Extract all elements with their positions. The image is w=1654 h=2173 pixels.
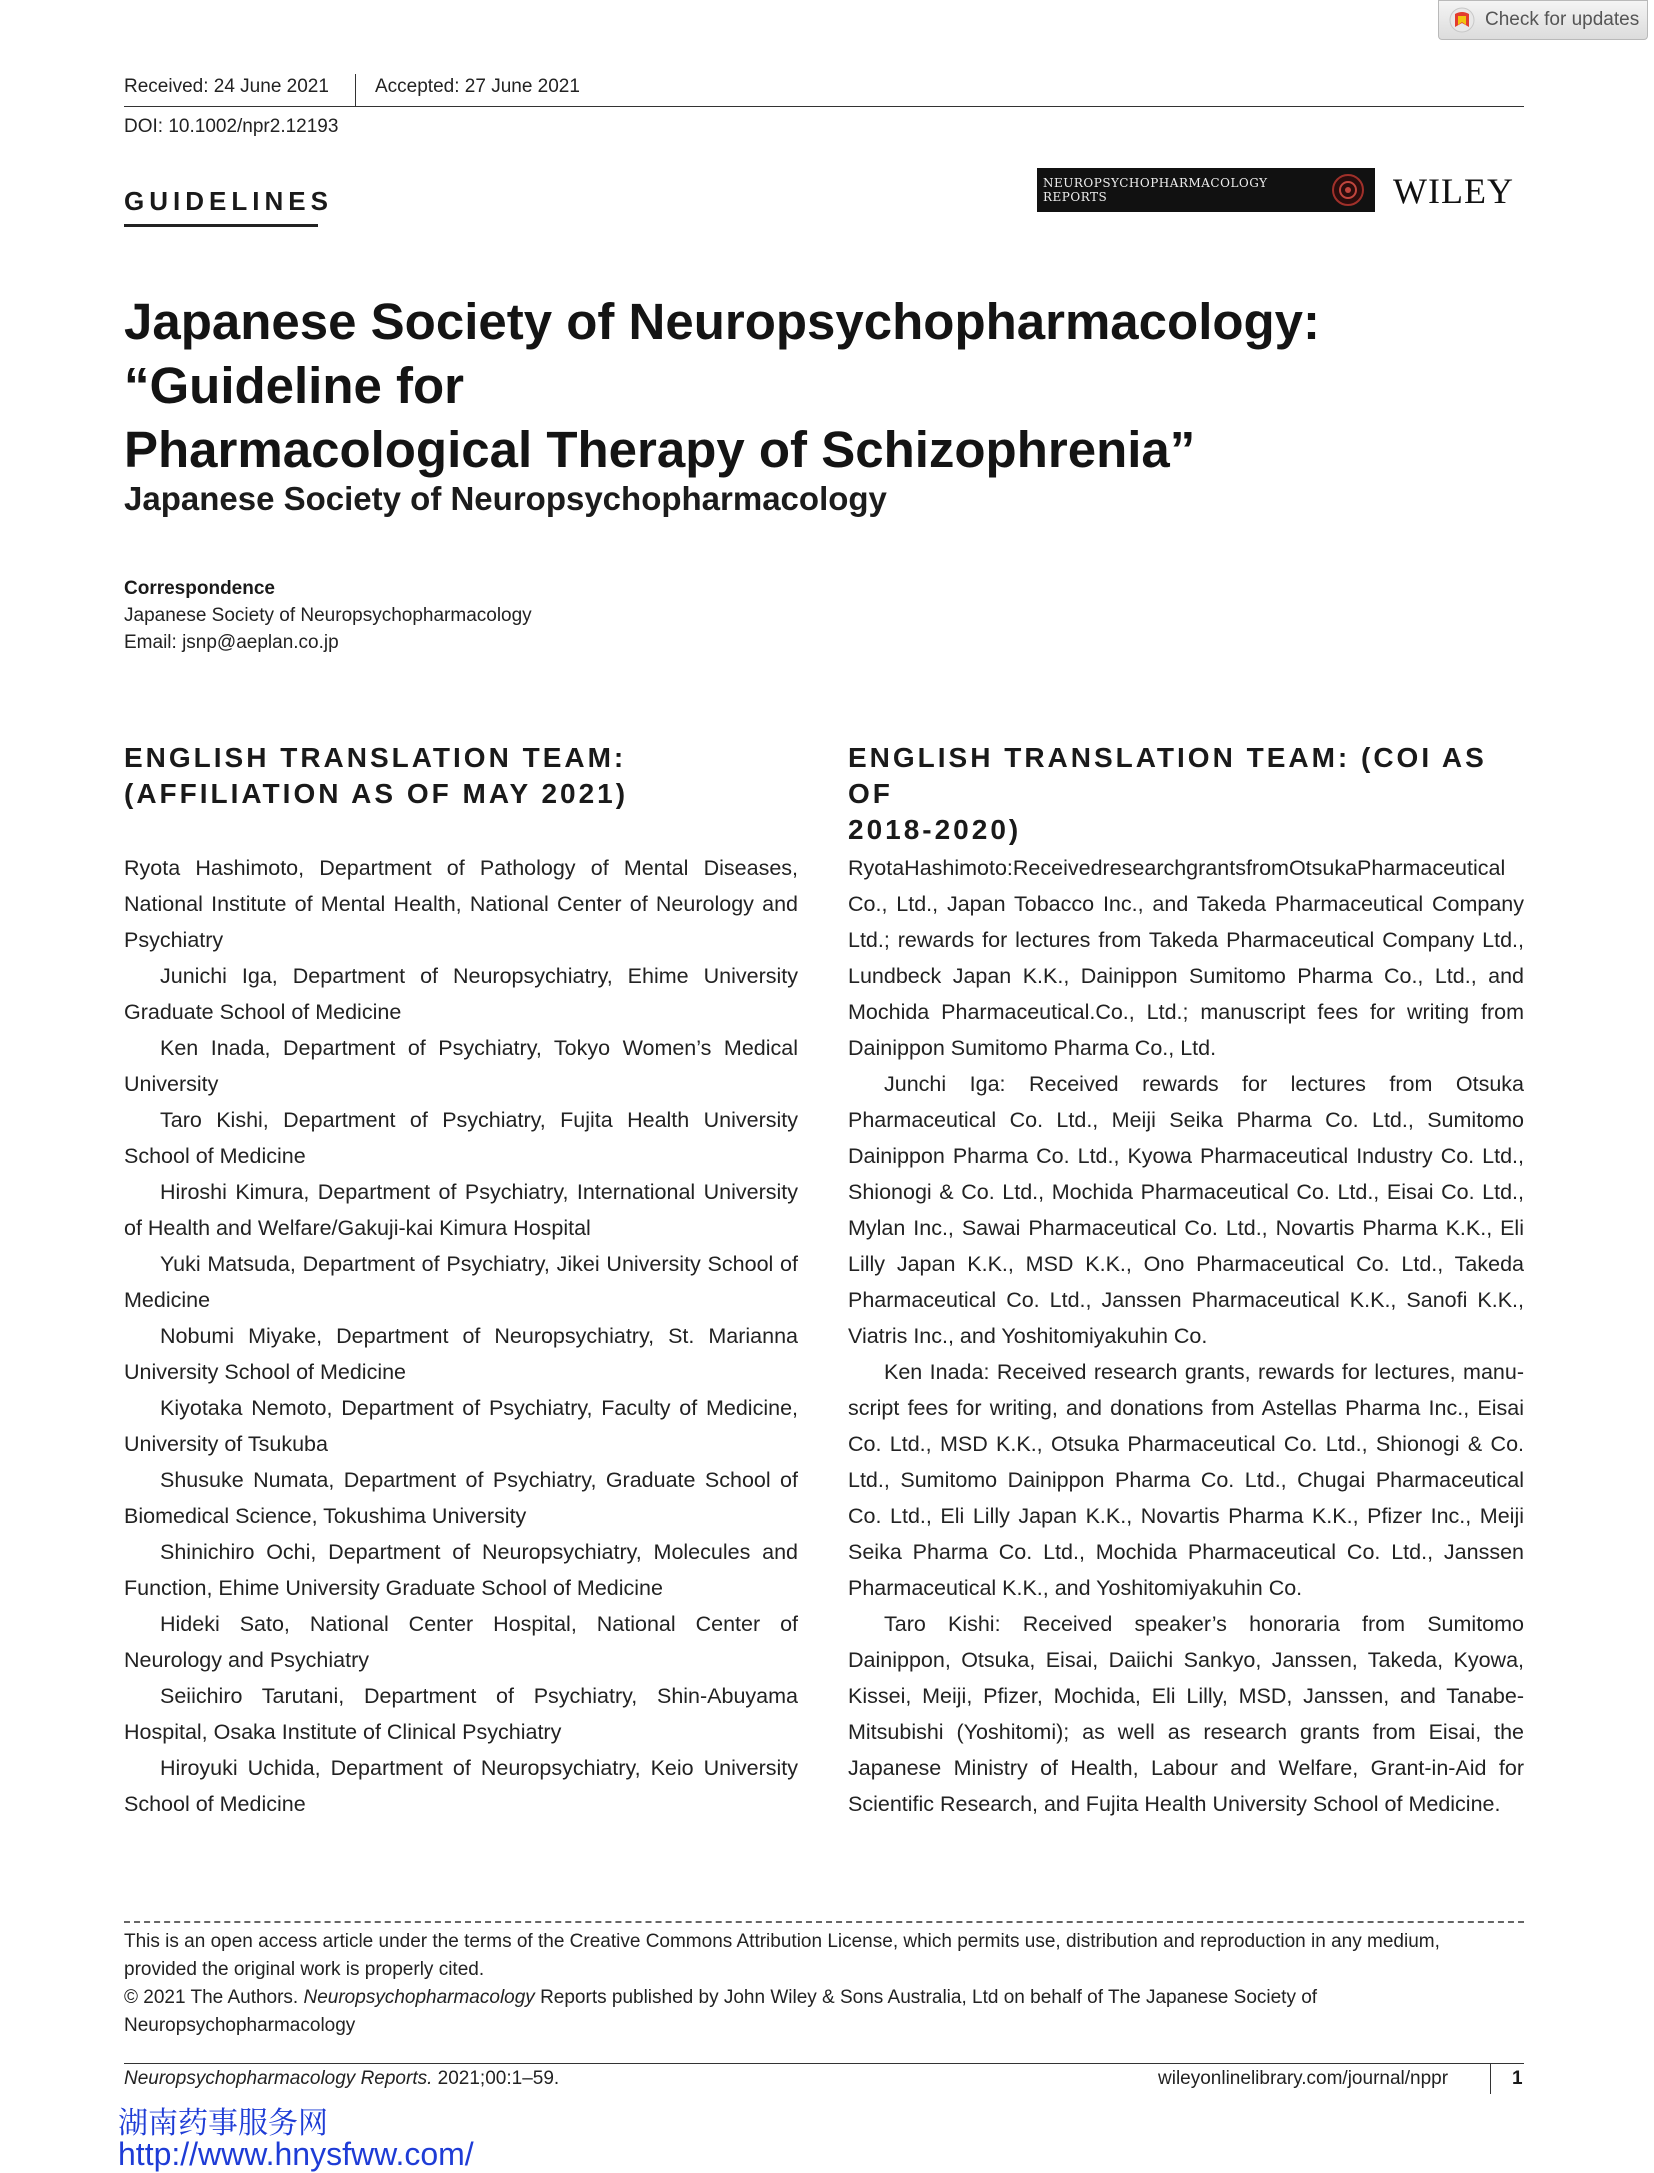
affiliation-entry: Hiroyuki Uchida, Department of Neuropsychiatry, Keio University School of Medicine <box>124 1756 798 1816</box>
affiliation-entry: Shinichiro Ochi, Department of Neuropsychiatry, Molecules and Function, Ehime University Graduate School of Medicine <box>124 1540 798 1600</box>
article-title-line1: Japanese Society of Neuropsychopharmacology: “Guideline for <box>124 293 1321 414</box>
affiliation-entry: Junichi Iga, Department of Neuropsychiatry, Ehime University Graduate School of Medicine <box>124 964 798 1024</box>
affiliation-entry: Seiichiro Tarutani, Department of Psychiatry, Shin-Abuyama Hospital, Osaka Institute of Clinical Psychiatry <box>124 1684 798 1744</box>
journal-banner-line1: NEUROPSYCHOPHARMACOLOGY <box>1043 176 1268 190</box>
received-date: Received: 24 June 2021 <box>124 76 329 97</box>
journal-citation <box>124 2068 559 2090</box>
license-note <box>124 1928 1524 2040</box>
header-rule <box>124 106 1524 107</box>
coi-entry: Junchi Iga: Received rewards for lectures from Otsuka Pharmaceutical Co. Ltd., Meiji Seika Pharma Co. Ltd., Sumitomo Dainippon Pharma Co. Ltd., Kyowa Pharmaceutical Industry Co. Ltd., Shionogi & Co. Ltd., Mochida Pharmaceutical Co. Ltd., Eisai Co. Ltd., Mylan Inc., Sawai Pharmaceutical Co. Ltd., Novartis Pharma K.K., Eli Lilly Japan K.K., MSD K.K., Ono Pharmaceutical Co. Ltd., Takeda Pharmaceutical Co. Ltd., Janssen Pharmaceutical K.K., Sanofi K.K., Viatris Inc., and Yoshitomiyakuhin Co. <box>848 1072 1524 1348</box>
correspondence-org: Japanese Society of Neuropsychopharmacology <box>124 605 532 626</box>
section-tag: GUIDELINES <box>124 186 333 216</box>
copyright-prefix: © 2021 The Authors. <box>124 1987 304 2008</box>
check-for-updates-button[interactable] <box>1438 0 1648 40</box>
affiliation-entry: Hideki Sato, National Center Hospital, National Center of Neurology and Psychiatry <box>124 1612 798 1672</box>
correspondence-email[interactable]: Email: jsnp@aeplan.co.jp <box>124 632 339 653</box>
footer-rule <box>124 2063 1524 2064</box>
journal-citation-name: Neuropsychopharmacology Reports. <box>124 2068 433 2089</box>
check-for-updates-label: Check for updates <box>1485 9 1640 30</box>
copyright-line2: Neuropsychopharmacology <box>124 2015 356 2036</box>
meta-divider <box>355 74 356 106</box>
article-title-line2: Pharmacological Therapy of Schizophrenia” <box>124 421 1196 478</box>
right-heading-line1: ENGLISH TRANSLATION TEAM: (COI AS OF <box>848 742 1487 809</box>
section-tag-underline <box>124 224 318 227</box>
bookmark-update-icon <box>1449 7 1475 33</box>
affiliation-entry: Hiroshi Kimura, Department of Psychiatry, International University of Health and Welfare/Gakuji-kai Kimura Hospital <box>124 1180 798 1240</box>
watermark-site-name: 湖南药事服务网 <box>118 2106 328 2141</box>
affiliation-entry: Ryota Hashimoto, Department of Pathology of Mental Diseases, National Institute of Mental Health, National Center of Neurology and Psychiatry <box>124 856 798 952</box>
license-line2: provided the original work is properly cited. <box>124 1959 485 1980</box>
journal-citation-rest: 2021;00:1–59. <box>432 2068 560 2089</box>
journal-seal-icon <box>1331 173 1365 207</box>
article-title <box>124 290 1544 482</box>
journal-url-link[interactable]: wileyonlinelibrary.com/journal/nppr <box>1158 2068 1449 2089</box>
article-author: Japanese Society of Neuropsychopharmacology <box>124 480 887 517</box>
footer-divider <box>1490 2064 1491 2094</box>
affiliation-entry: Taro Kishi, Department of Psychiatry, Fujita Health University School of Medicine <box>124 1108 798 1168</box>
watermark-url-link[interactable]: http://www.hnysfww.com/ <box>118 2136 474 2172</box>
affiliation-entry: Kiyotaka Nemoto, Department of Psychiatry, Faculty of Medicine, University of Tsukuba <box>124 1396 798 1456</box>
correspondence-label: Correspondence <box>124 578 275 599</box>
affiliation-entry: Yuki Matsuda, Department of Psychiatry, Jikei University School of Medicine <box>124 1252 798 1312</box>
left-heading-line2: (AFFILIATION AS OF MAY 2021) <box>124 778 629 809</box>
footer-dashed-rule <box>124 1921 1524 1923</box>
coi-list <box>848 850 1524 1822</box>
affiliation-entry: Shusuke Numata, Department of Psychiatry, Graduate School of Biomedical Science, Tokushima University <box>124 1468 798 1528</box>
publisher-logo: WILEY <box>1393 171 1514 211</box>
accepted-date: Accepted: 27 June 2021 <box>375 76 580 97</box>
coi-entry: Taro Kishi: Received speaker’s honoraria from Sumitomo Dainippon, Otsuka, Eisai, Daiichi Sankyo, Janssen, Takeda, Kyowa, Kissei, Meiji, Pfizer, Mochida, Eli Lilly, MSD, Janssen, and Tanabe-Mitsubishi (Yoshitomi); as well as research grants from Eisai, the Japanese Ministry of Health, Labour and Welfare, Grant-in-Aid for Scientific Research, and Fujita Health University School of Medicine. <box>848 1612 1524 1816</box>
copyright-suffix: Reports published by John Wiley & Sons Australia, Ltd on behalf of The Japanese Society of <box>534 1987 1318 2008</box>
affiliation-entry: Ken Inada, Department of Psychiatry, Tokyo Women’s Medical University <box>124 1036 798 1096</box>
right-column-heading <box>848 740 1528 848</box>
right-heading-line2: 2018-2020) <box>848 814 1022 845</box>
license-line1: This is an open access article under the terms of the Creative Commons Attribution License, which permits use, distribution and reproduction in any medium, <box>124 1931 1440 1952</box>
affiliation-entry: Nobumi Miyake, Department of Neuropsychiatry, St. Marianna University School of Medicine <box>124 1324 798 1384</box>
page-number: 1 <box>1512 2068 1523 2089</box>
left-column-heading <box>124 740 804 812</box>
copyright-journal: Neuropsychopharmacology <box>303 1987 535 2008</box>
coi-entry: RyotaHashimoto:ReceivedresearchgrantsfromOtsukaPharmaceutical Co., Ltd., Japan Tobacco Inc., and Takeda Pharmaceutical Company Ltd.; rewards for lectures from Takeda Pharmaceutical Company Ltd., Lundbeck Japan K.K., Dainippon Sumitomo Pharma Co., Ltd., and Mochida Pharmaceutical.Co., Ltd.; manuscript fees for writing from Dainippon Sumitomo Pharma Co., Ltd. <box>848 856 1524 1060</box>
journal-banner-logo <box>1037 168 1375 212</box>
left-heading-line1: ENGLISH TRANSLATION TEAM: <box>124 742 627 773</box>
coi-entry: Ken Inada: Received research grants, rewards for lectures, manu-script fees for writing, and donations from Astellas Pharma Inc., Eisai Co. Ltd., MSD K.K., Otsuka Pharmaceutical Co. Ltd., Shionogi & Co. Ltd., Sumitomo Dainippon Pharma Co. Ltd., Chugai Pharmaceutical Co. Ltd., Eli Lilly Japan K.K., Novartis Pharma K.K., Pfizer Inc., Meiji Seika Pharma Co. Ltd., Mochida Pharmaceutical Co. Ltd., Janssen Pharmaceutical K.K., and Yoshitomiyakuhin Co. <box>848 1360 1524 1600</box>
journal-banner-line2: REPORTS <box>1043 190 1108 204</box>
copyright-line <box>124 1984 1524 2012</box>
affiliation-list <box>124 850 798 1822</box>
doi[interactable]: DOI: 10.1002/npr2.12193 <box>124 116 339 137</box>
